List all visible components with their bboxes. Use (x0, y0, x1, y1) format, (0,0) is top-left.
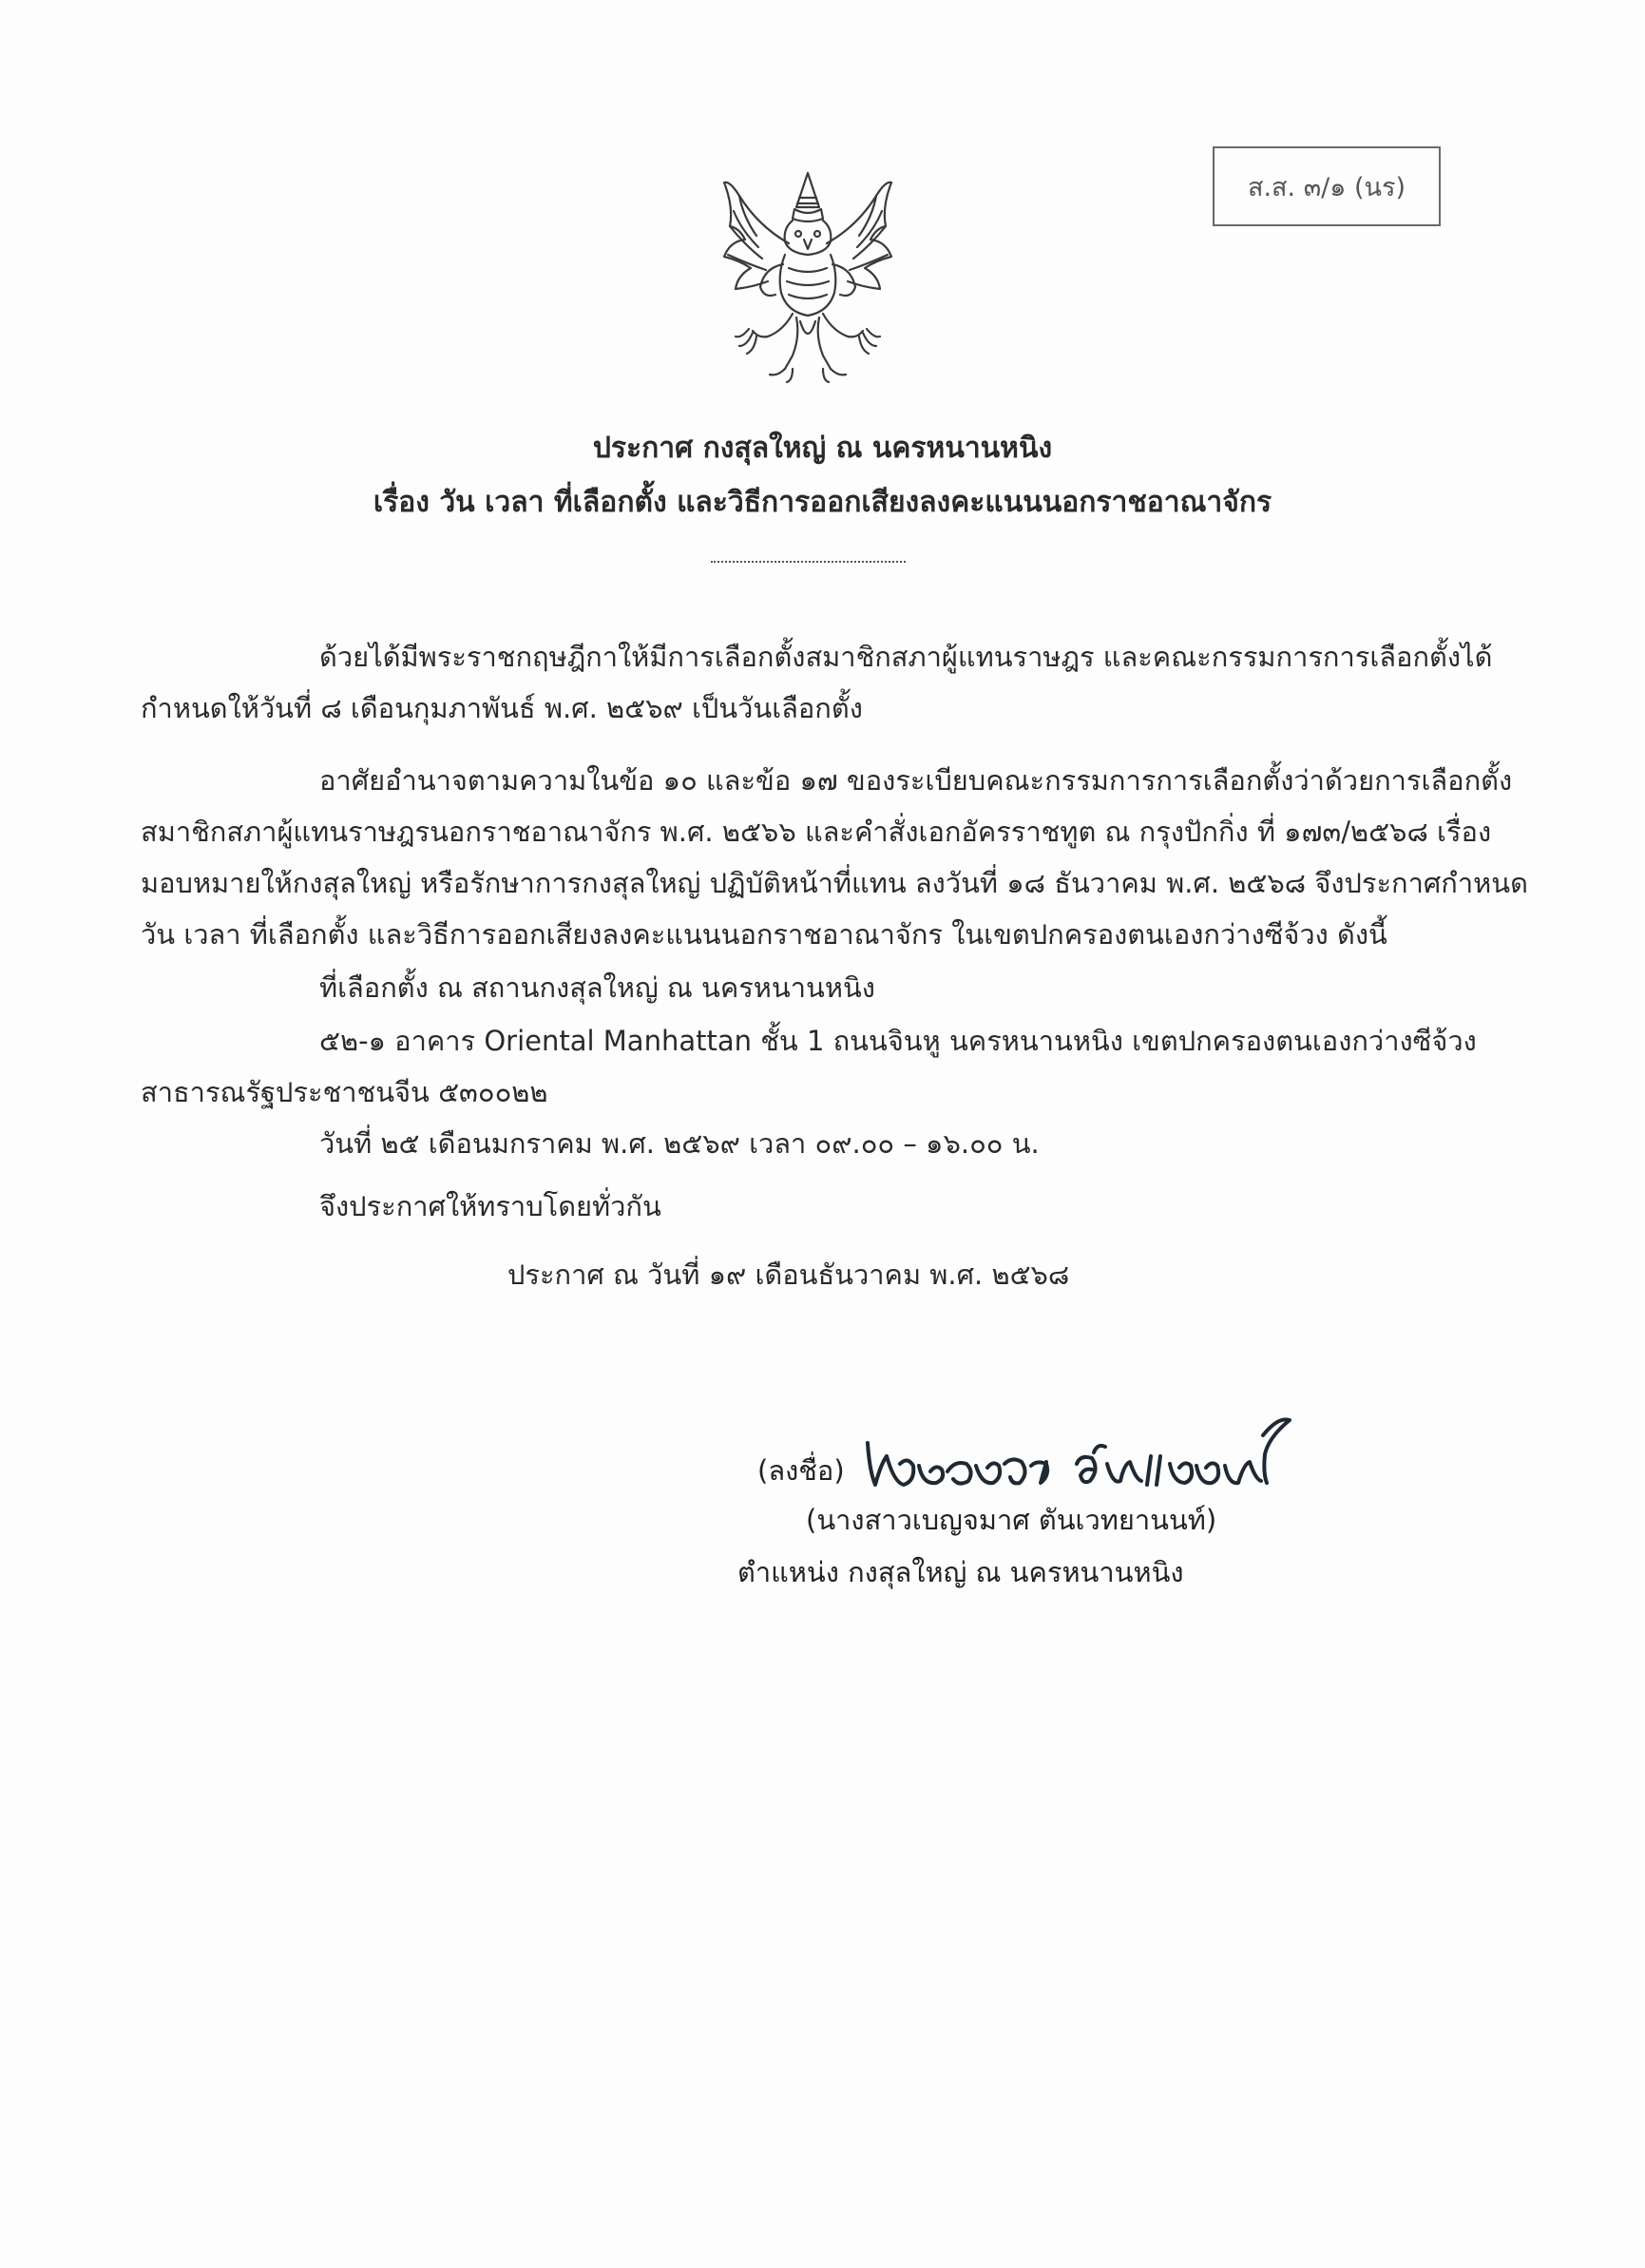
paragraph-2-line-2: สมาชิกสภาผู้แทนราษฎรนอกราชอาณาจักร พ.ศ. ๒๕๖๖ และคำสั่งเอกอัครราชทูต ณ กรุงปักกิ่ง ที่ ๑๗๓/๒๕๖๘ เรื่อง (141, 816, 1492, 848)
title-divider (711, 561, 906, 563)
announcement-title: ประกาศ กงสุลใหญ่ ณ นครหนานหนิง (592, 432, 1053, 465)
form-code: ส.ส. ๓/๑ (นร) (1247, 172, 1406, 202)
address-line-2: สาธารณรัฐประชาชนจีน ๕๓๐๐๒๒ (141, 1076, 548, 1108)
signature-label: (ลงชื่อ) (757, 1454, 845, 1487)
paragraph-2-line-4: วัน เวลา ที่เลือกตั้ง และวิธีการออกเสียงลงคะแนนนอกราชอาณาจักร ในเขตปกครองตนเองกว่างซีจ้วง ดังนี้ (141, 918, 1387, 951)
announcement-subject: เรื่อง วัน เวลา ที่เลือกตั้ง และวิธีการออกเสียงลงคะแนนนอกราชอาณาจักร (373, 486, 1272, 519)
signatory-name: (นางสาวเบญจมาศ ตันเวทยานนท์) (806, 1504, 1217, 1536)
polling-venue: ที่เลือกตั้ง ณ สถานกงสุลใหญ่ ณ นครหนานหนิง (319, 971, 875, 1004)
paragraph-2-line-3: มอบหมายให้กงสุลใหญ่ หรือรักษาการกงสุลใหญ่ ปฏิบัติหน้าที่แทน ลงวันที่ ๑๘ ธันวาคม พ.ศ. ๒๕๖๘ จึงประกาศกำหนด (141, 867, 1528, 899)
form-code-box (1213, 146, 1441, 226)
polling-datetime: วันที่ ๒๕ เดือนมกราคม พ.ศ. ๒๕๖๙ เวลา ๐๙.๐๐ – ๑๖.๐๐ น. (319, 1127, 1040, 1160)
closing-statement: จึงประกาศให้ทราบโดยทั่วกัน (319, 1190, 661, 1222)
paragraph-1-line-1: ด้วยได้มีพระราชกฤษฎีกาให้มีการเลือกตั้งสมาชิกสภาผู้แทนราษฎร และคณะกรรมการการเลือกตั้งได้ (319, 641, 1493, 673)
paragraph-1-line-2: กำหนดให้วันที่ ๘ เดือนกุมภาพันธ์ พ.ศ. ๒๕๖๙ เป็นวันเลือกตั้ง (141, 692, 863, 724)
handwritten-signature (860, 1397, 1297, 1502)
signatory-position: ตำแหน่ง กงสุลใหญ่ ณ นครหนานหนิง (737, 1556, 1184, 1588)
paragraph-2-line-1: อาศัยอำนาจตามความในข้อ ๑๐ และข้อ ๑๗ ของระเบียบคณะกรรมการการเลือกตั้งว่าด้วยการเลือกตั้ง (319, 764, 1513, 797)
garuda-emblem-icon (701, 169, 915, 383)
address-line-1: ๕๒-๑ อาคาร Oriental Manhattan ชั้น 1 ถนนจินหู นครหนานหนิง เขตปกครองตนเองกว่างซีจ้วง (319, 1025, 1477, 1057)
announcement-date: ประกาศ ณ วันที่ ๑๙ เดือนธันวาคม พ.ศ. ๒๕๖๘ (507, 1259, 1070, 1291)
